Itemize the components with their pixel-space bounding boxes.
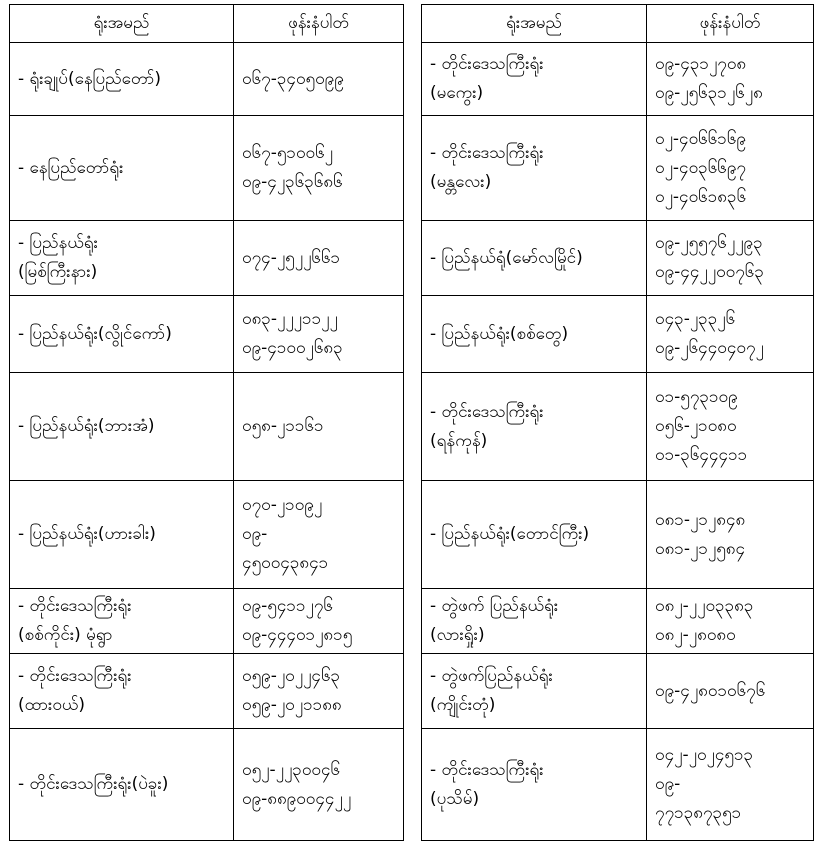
table-row (422, 43, 814, 116)
table-row (10, 43, 404, 116)
office-name-cell (10, 373, 234, 481)
phone-number-line: ၀၄၃-၂၃၃၂၆ (655, 309, 736, 329)
phone-number-line: ၀၉-၄၂၃၆၃၆၈၆ (242, 172, 343, 192)
office-name-line: - ပြည်နယ်ရုံး(လွိုင်ကော်) (18, 323, 172, 344)
phone-number-cell (647, 296, 814, 373)
phone-number-line: ၀၁-၃၆၄၄၄၁၁ (655, 445, 748, 465)
phone-number-line: ၀၅၆-၂၁၀၈၀ (655, 416, 737, 436)
office-name-line: - ပြည်နယ်ရုံး (18, 233, 98, 253)
office-rows-left (10, 43, 404, 841)
office-name-line: (ရန်ကုန်) (430, 430, 488, 451)
phone-number-line: ၀၅၂-၂၂၃၀၀၄၆ (242, 759, 341, 780)
office-name-cell (422, 116, 647, 221)
table-row (422, 296, 814, 373)
office-name-cell (422, 296, 647, 373)
phone-number-line: ၀၈၁-၂၁၂၅၈၄ (655, 538, 746, 559)
table-row (422, 589, 814, 654)
table-row (10, 373, 404, 481)
phone-number-line: ၀၈၁-၂၁၂၈၄၈ (655, 509, 746, 530)
table-row (422, 654, 814, 729)
office-name-line: - တိုင်းဒေသကြီးရုံး (430, 143, 544, 163)
phone-number-cell (234, 373, 404, 481)
phone-number-line: ၀၂-၄၀၆၆၁၆၉ (655, 128, 746, 149)
phone-number-line: ၀၇၄-၂၅၂၂၆၆၁ (242, 247, 341, 268)
table-row (10, 221, 404, 296)
phone-number-line: ၀၆၇-၅၁၀၀၆၂ (242, 143, 333, 163)
office-name-cell (422, 729, 647, 841)
header-phone-number: ဖုန်းနံပါတ် (647, 5, 814, 43)
office-name-line: (ကျိုင်းတုံ) (430, 695, 496, 715)
phone-number-cell (234, 481, 404, 589)
office-name-cell (10, 481, 234, 589)
office-name-cell (422, 221, 647, 296)
phone-number-line: ၀၁-၅၇၃၁၀၉ (655, 387, 738, 407)
phone-number-cell (234, 221, 404, 296)
office-name-line: (လားရှိုး) (430, 625, 485, 645)
phone-number-line: ၀၅၉-၂၀၂၁၁၈၈ (242, 695, 342, 715)
office-name-cell (10, 43, 234, 116)
office-name-cell (10, 221, 234, 296)
office-name-line: - တိုင်းဒေသကြီးရုံး (18, 596, 132, 616)
phone-number-line: ၀၉-၂၅၆၃၁၂၆၂၈ (655, 83, 763, 103)
office-name-line: (မကွေး) (430, 83, 484, 103)
office-table-right (421, 4, 814, 841)
phone-number-cell (647, 729, 814, 841)
phone-number-line: ၀၂-၄၀၆၁၈၃၆ (655, 186, 747, 207)
header-office-name: ရုံးအမည် (422, 5, 647, 43)
phone-number-line: ၀၉-၄၂၈၀၁၀၆၇၆ (655, 680, 766, 701)
office-name-cell (10, 116, 234, 221)
office-name-line: - ပြည်နယ်ရုံး(စစ်တွေ) (430, 323, 569, 344)
phone-number-cell (234, 296, 404, 373)
phone-number-line: ၀၉-၂၆၄၄၀၄၀၇၂ (655, 338, 764, 358)
phone-number-line: ၀၄၂-၂၀၂၄၅၁၃ (655, 745, 754, 765)
office-name-line: (ပုသိမ်) (430, 788, 480, 809)
table-row (422, 729, 814, 841)
office-table-left (9, 4, 404, 841)
phone-number-line: ၀၅၉-၂၀၂၂၄၆၃ (242, 666, 341, 686)
office-name-line: - ပြည်နယ်ရုံး(တောင်ကြီး) (430, 524, 590, 544)
table-row (10, 654, 404, 729)
phone-number-line: ၇၇၁၃၈၇၃၅၁ (655, 803, 742, 823)
phone-number-cell (647, 221, 814, 296)
office-name-cell (10, 589, 234, 654)
phone-number-line: ၄၅၀၀၄၃၈၄၁ (242, 553, 329, 573)
office-name-line: - ပြည်နယ်ရုံ(မော်လမြိုင်) (430, 247, 583, 268)
phone-number-cell (234, 43, 404, 116)
phone-number-line: ၀၉-၄၄၂၂၀၀၇၆၃ (655, 262, 764, 282)
phone-number-cell (234, 654, 404, 729)
phone-number-cell (234, 589, 404, 654)
office-name-cell (422, 589, 647, 654)
office-name-line: - တိုင်းဒေသကြီးရုံး(ပဲခူး) (18, 774, 169, 794)
phone-number-line: ၀၅၈-၂၁၁၆၁ (242, 416, 324, 436)
office-name-line: - တိုင်းဒေသကြီးရုံး (18, 666, 132, 686)
phone-number-line: ၀၉-၅၄၁၁၂၇၆ (242, 596, 333, 616)
header-office-name: ရုံးအမည် (10, 5, 234, 43)
office-name-line: (မြစ်ကြီးနား) (18, 262, 98, 282)
phone-number-line: ၀၉-၈၈၉၀၀၄၄၂၂ (242, 788, 352, 809)
office-name-line: - ပြည်နယ်ရုံး(ဘားအံ) (18, 416, 155, 436)
phone-number-cell (234, 729, 404, 841)
table-row (422, 221, 814, 296)
office-name-cell (10, 296, 234, 373)
table-row (422, 116, 814, 221)
phone-number-cell (647, 43, 814, 116)
phone-number-line: ၀၇၀-၂၁၀၉၂ (242, 495, 323, 515)
phone-number-line: ၀၂-၄၀၃၆၆၉၇ (655, 157, 746, 178)
phone-number-cell (647, 589, 814, 654)
office-name-line: - ပြည်နယ်ရုံး(ဟားခါး) (18, 524, 156, 544)
office-name-line: (ထားဝယ်) (18, 695, 86, 715)
header-row (10, 5, 404, 43)
office-name-cell (422, 373, 647, 481)
phone-number-line: ၀၉-၂၅၅၇၆၂၂၉၃ (655, 233, 763, 253)
office-name-line: - တိုင်းဒေသကြီးရုံး (430, 759, 544, 780)
office-name-line: (စစ်ကိုင်း) မုံရွာ (18, 625, 113, 645)
office-name-cell (10, 654, 234, 729)
office-name-line: (မန္တလေး) (430, 172, 492, 192)
table-row (422, 481, 814, 589)
office-name-line: - တိုင်းဒေသကြီးရုံး (430, 401, 544, 422)
phone-number-cell (647, 373, 814, 481)
phone-number-cell (647, 116, 814, 221)
office-name-cell (422, 481, 647, 589)
phone-number-line: ၀၈၃-၂၂၂၁၁၂၂ (242, 309, 338, 329)
table-row (10, 589, 404, 654)
table-row (10, 481, 404, 589)
table-row (10, 729, 404, 841)
office-name-line: - တွဲဖက် ပြည်နယ်ရုံး (430, 596, 559, 616)
phone-number-cell (647, 481, 814, 589)
phone-number-line: ၀၉-၄၄၄၀၁၂၈၁၅ (242, 625, 353, 645)
header-phone-number: ဖုန်းနံပါတ် (234, 5, 404, 43)
office-rows-right (422, 43, 814, 841)
office-name-line: - တွဲဖက်ပြည်နယ်ရုံး (430, 666, 553, 686)
office-name-cell (422, 654, 647, 729)
phone-number-line: ၀၉- (242, 524, 268, 544)
office-name-line: - ရုံးချုပ်(နေပြည်တော်) (18, 68, 162, 89)
table-row (10, 296, 404, 373)
phone-number-line: ၀၈၂-၂၈၀၈၀ (655, 625, 736, 645)
header-row (422, 5, 814, 43)
table-row (422, 373, 814, 481)
phone-number-line: ၀၉-၄၃၁၂၇၀၈ (655, 54, 747, 74)
phone-number-cell (234, 116, 404, 221)
phone-number-line: ၀၈၂-၂၂၀၃၃၈၃ (655, 596, 754, 616)
phone-number-cell (647, 654, 814, 729)
office-name-cell (10, 729, 234, 841)
office-name-cell (422, 43, 647, 116)
table-row (10, 116, 404, 221)
office-name-line: - တိုင်းဒေသကြီးရုံး (430, 54, 544, 74)
phone-number-line: ၀၉-၄၁၀၀၂၆၈၃ (242, 338, 343, 358)
phone-number-line: ၀၉- (655, 774, 681, 794)
phone-number-line: ၀၆၇-၃၄၀၅၀၉၉ (242, 68, 344, 89)
office-name-line: - နေပြည်တော်ရုံး (18, 157, 124, 178)
